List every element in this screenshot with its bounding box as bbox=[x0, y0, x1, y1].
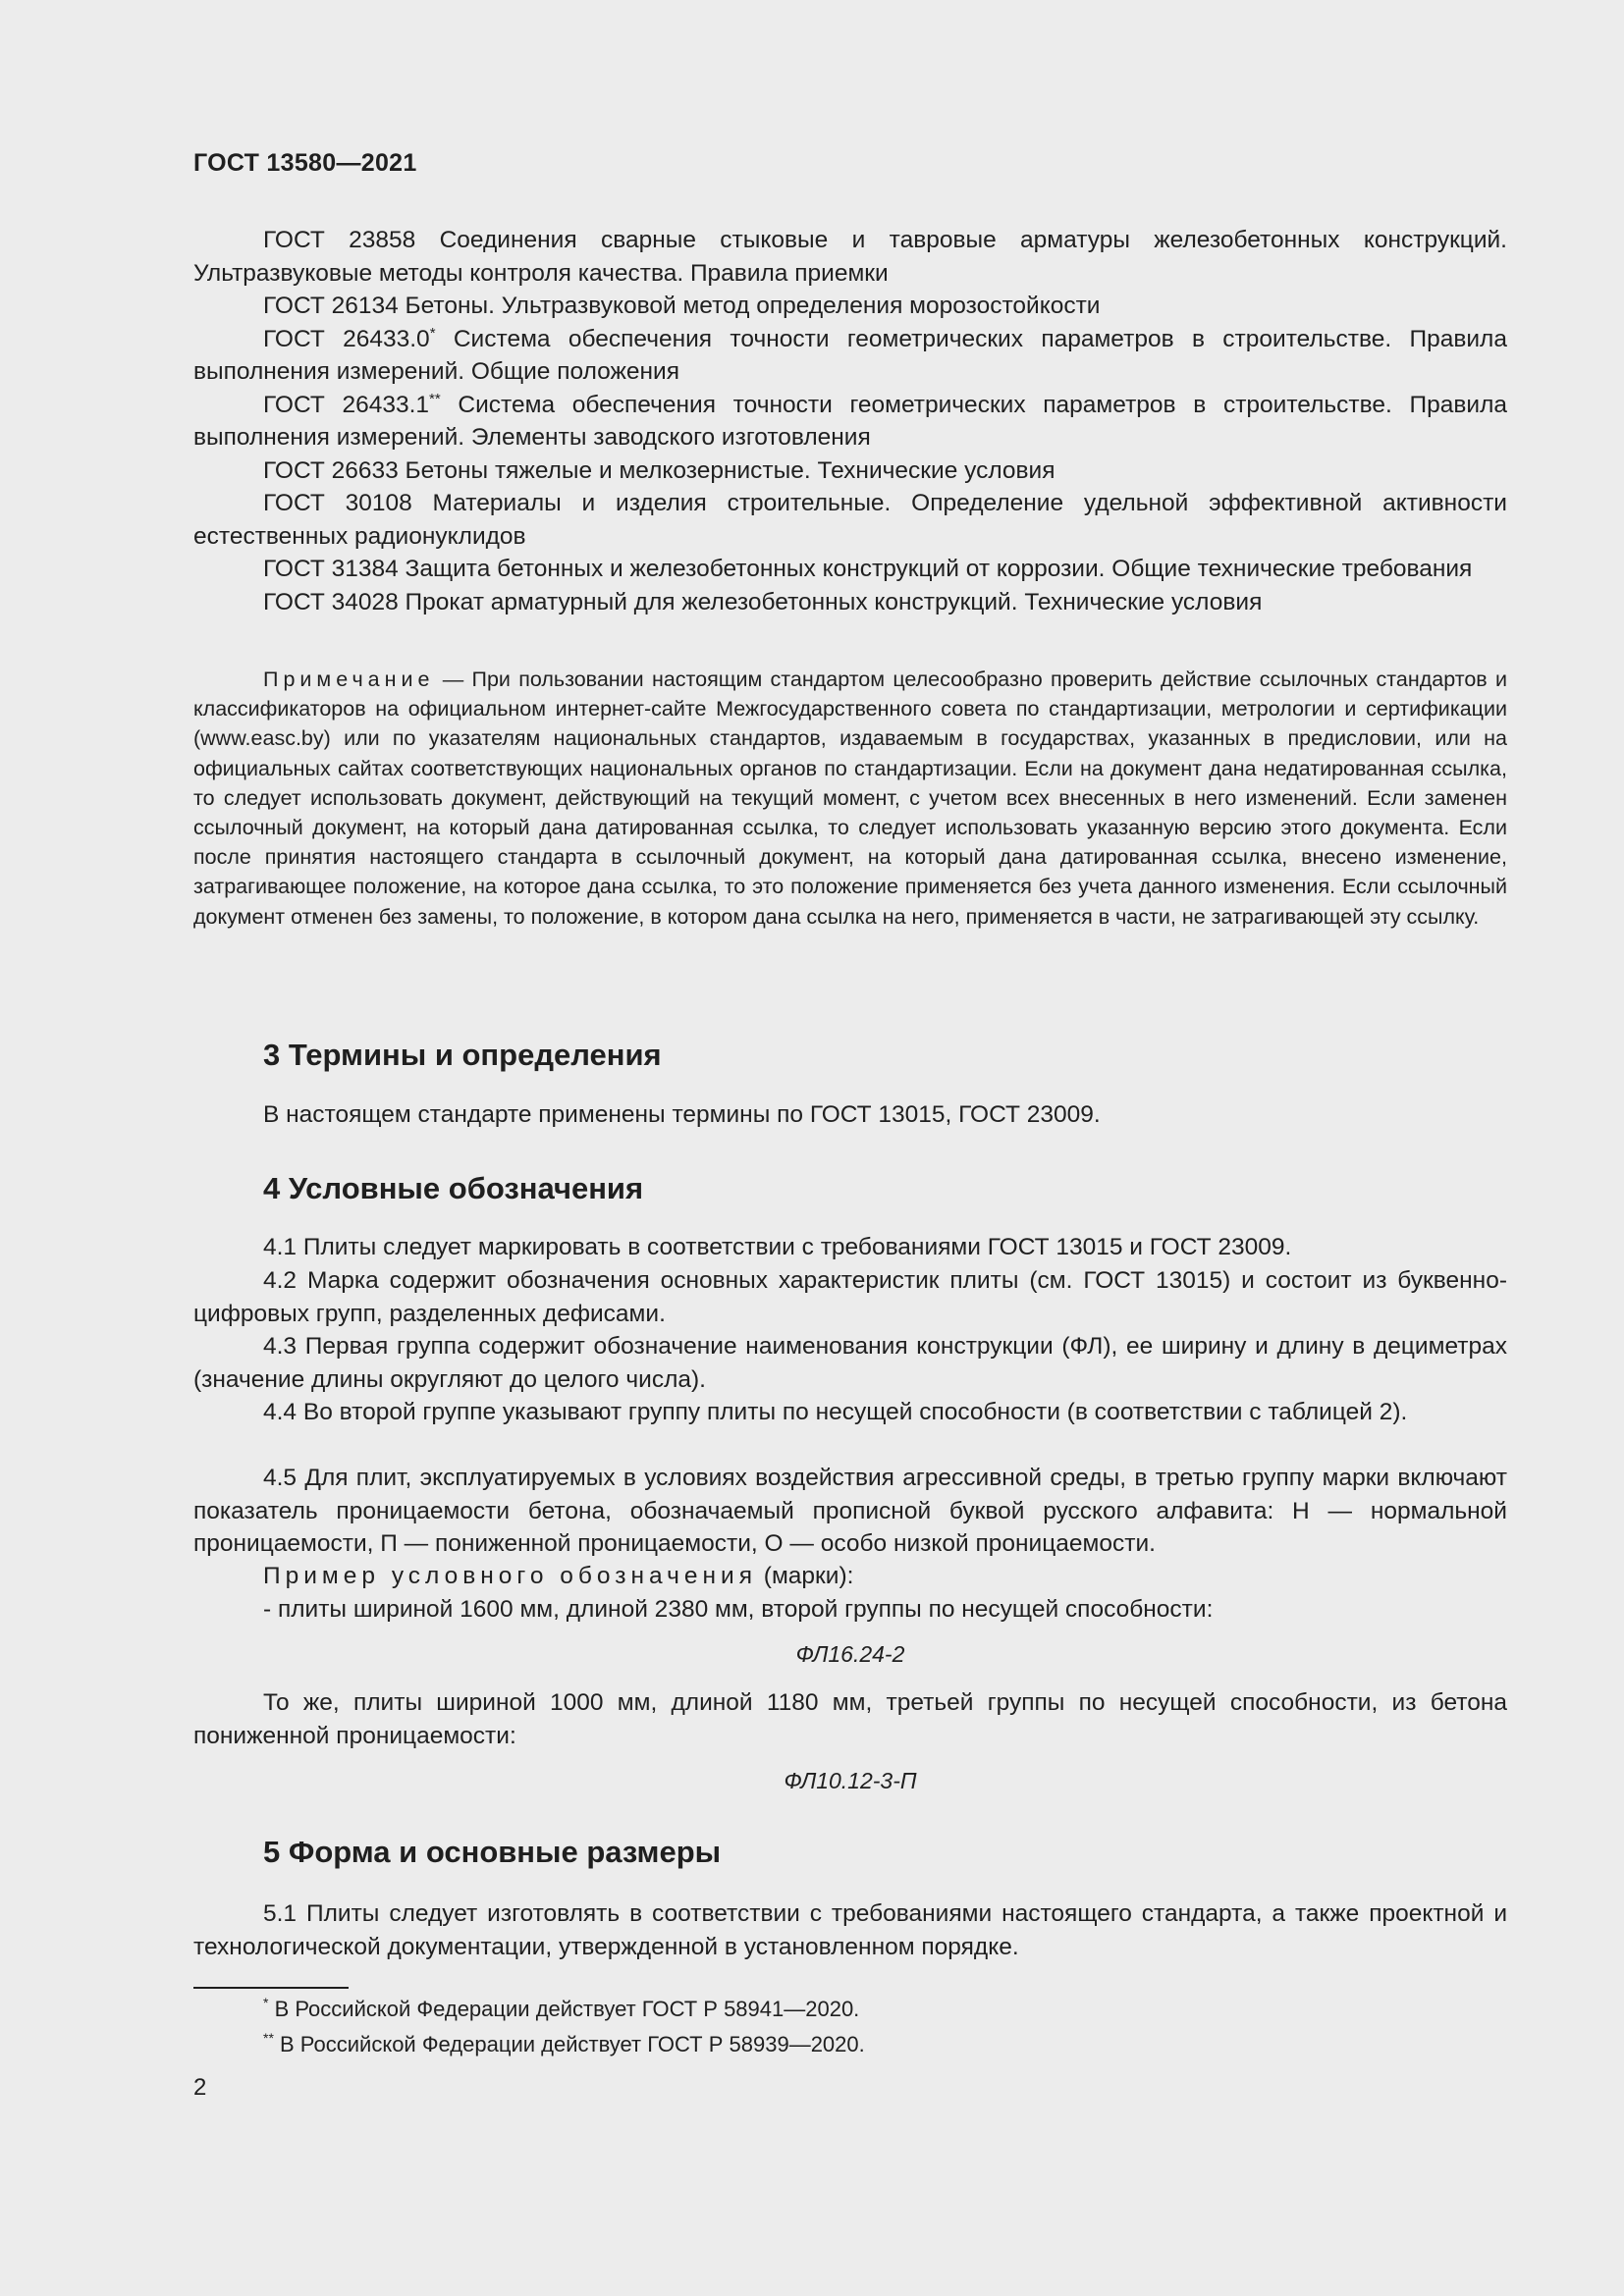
reference-item: ГОСТ 23858 Соединения сварные стыковые и тавровые арматуры железобетонных конструкций. Ультразвуковые методы контроля качества. Правила приемки bbox=[193, 227, 1507, 287]
section-3-text: В настоящем стандарте применены термины по ГОСТ 13015, ГОСТ 23009. bbox=[263, 1101, 1101, 1128]
example-1-text: - плиты шириной 1600 мм, длиной 2380 мм, второй группы по несущей способности: bbox=[263, 1596, 1214, 1623]
note-text: При пользовании настоящим стандартом целесообразно проверить действие ссылочных стандартов и классификаторов на официальном интернет-сайте Межгосударственного совета по стандартизации, метрологии и сертификации (www.easc.by) или по указателям национальных стандартов, издаваемым в государствах, указанных в предисловии, или на официальных сайтах соответствующих национальных органов по стандартизации. Если на документ дана недатированная ссылка, то следует использовать документ, действующий на текущий момент, с учетом всех внесенных в него изменений. Если заменен ссылочный документ, на который дана датированная ссылка, то следует использовать указанную версию этого документа. Если после принятия настоящего стандарта в ссылочный документ, на который дана датированная ссылка, внесено изменение, затрагивающее положение, на которое дана ссылка, то это положение применяется без учета данного изменения. Если ссылочный документ отменен без замены, то положение, в котором дана ссылка на него, применяется в части, не затрагивающей эту ссылку. bbox=[193, 667, 1507, 929]
paragraph-4-2: 4.2 Марка содержит обозначения основных характеристик плиты (см. ГОСТ 13015) и состоит из буквенно-цифровых групп, разделенных дефисами. bbox=[193, 1267, 1507, 1327]
footnote-text: В Российской Федерации действует ГОСТ Р 58939—2020. bbox=[273, 2032, 865, 2056]
example-suffix: (марки): bbox=[756, 1563, 854, 1589]
reference-item bbox=[193, 323, 1507, 389]
note-dash: — bbox=[434, 667, 472, 691]
reference-item bbox=[193, 389, 1507, 454]
page-number: 2 bbox=[193, 2074, 207, 2101]
example-1-code: ФЛ16.24-2 bbox=[795, 1641, 905, 1667]
reference-item: ГОСТ 26134 Бетоны. Ультразвуковой метод определения морозостойкости bbox=[263, 293, 1101, 319]
reference-item: ГОСТ 30108 Материалы и изделия строительные. Определение удельной эффективной активности естественных радионуклидов bbox=[193, 490, 1507, 550]
reference-code: ГОСТ 26433.1 bbox=[263, 391, 430, 418]
note-paragraph bbox=[193, 665, 1507, 932]
reference-item: ГОСТ 26633 Бетоны тяжелые и мелкозернистые. Технические условия bbox=[263, 456, 1056, 484]
reference-code: ГОСТ 26433.0 bbox=[263, 325, 430, 352]
footnote-item bbox=[263, 2032, 865, 2057]
paragraph-5-1: 5.1 Плиты следует изготовлять в соответствии с требованиями настоящего стандарта, а также проектной и технологической документации, утвержденной в установленном порядке. bbox=[193, 1900, 1507, 1960]
reference-title: Система обеспечения точности геометрических параметров в строительстве. Правила выполнения измерений. Общие положения bbox=[193, 325, 1507, 385]
document-header: ГОСТ 13580—2021 bbox=[193, 149, 417, 177]
footnote-text: В Российской Федерации действует ГОСТ Р 58941—2020. bbox=[268, 1997, 860, 2021]
paragraph-4-5: 4.5 Для плит, эксплуатируемых в условиях воздействия агрессивной среды, в третью группу марки включают показатель проницаемости бетона, обозначаемый прописной буквой русского алфавита: Н — нормальной проницаемости, П — пониженной проницаемости, О — особо низкой проницаемости. bbox=[193, 1465, 1507, 1557]
example-heading bbox=[193, 1560, 1507, 1593]
paragraph-4-4: 4.4 Во второй группе указывают группу плиты по несущей способности (в соответствии с таблицей 2). bbox=[263, 1399, 1408, 1425]
section-5-heading: 5 Форма и основные размеры bbox=[263, 1835, 722, 1869]
example-2-code: ФЛ10.12-3-П bbox=[784, 1768, 917, 1793]
example-2-text: То же, плиты шириной 1000 мм, длиной 1180 мм, третьей группы по несущей способности, из бетона пониженной проницаемости: bbox=[193, 1689, 1507, 1749]
footnote-mark: * bbox=[429, 324, 436, 342]
footnote-mark: ** bbox=[429, 390, 441, 407]
normative-references bbox=[193, 224, 1507, 618]
section-4-heading: 4 Условные обозначения bbox=[263, 1171, 644, 1205]
footnote-mark: ** bbox=[263, 2030, 274, 2046]
reference-item: ГОСТ 31384 Защита бетонных и железобетонных конструкций от коррозии. Общие технические требования bbox=[263, 556, 1473, 582]
reference-item: ГОСТ 34028 Прокат арматурный для железобетонных конструкций. Технические условия bbox=[263, 588, 1263, 615]
paragraph-4-1: 4.1 Плиты следует маркировать в соответствии с требованиями ГОСТ 13015 и ГОСТ 23009. bbox=[263, 1234, 1292, 1260]
footnote-item bbox=[263, 1997, 859, 2022]
example-label: Пример условного обозначения bbox=[263, 1563, 757, 1589]
footnote-mark: * bbox=[263, 1995, 269, 2010]
paragraph-4-3: 4.3 Первая группа содержит обозначение наименования конструкции (ФЛ), ее ширину и длину в дециметрах (значение длины округляют до целого числа). bbox=[193, 1333, 1507, 1393]
note-label: Примечание bbox=[263, 667, 435, 691]
reference-title: Система обеспечения точности геометрических параметров в строительстве. Правила выполнения измерений. Элементы заводского изготовления bbox=[193, 391, 1507, 451]
section-3-heading: 3 Термины и определения bbox=[263, 1038, 662, 1072]
footnote-divider bbox=[193, 1987, 349, 1989]
